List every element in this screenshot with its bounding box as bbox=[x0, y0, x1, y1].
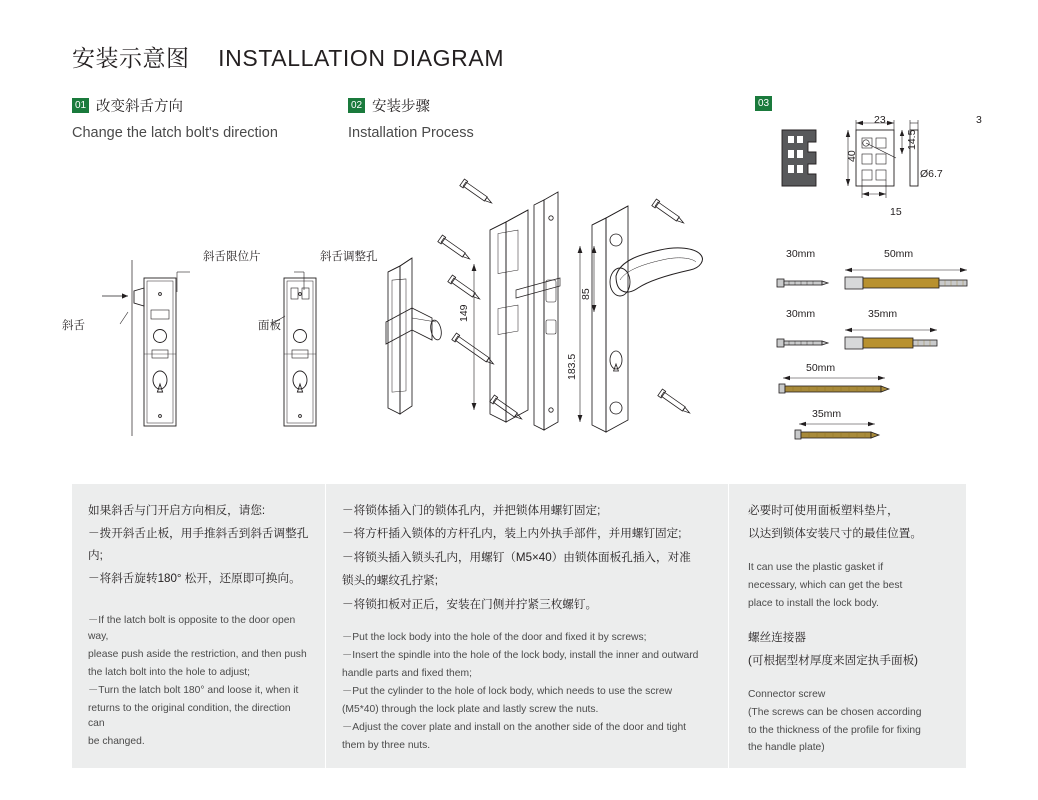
col2-en-3: －Put the cylinder to the hole of lock body, which needs to use the screw bbox=[342, 686, 673, 698]
screw-label-30mm-a: 30mm bbox=[786, 248, 816, 260]
label-latch-bolt: 斜舌 bbox=[62, 320, 85, 332]
instructions-column-3 bbox=[748, 500, 953, 758]
dim-14-5: 14.5 bbox=[906, 129, 918, 150]
screw-pair-1 bbox=[775, 262, 975, 298]
screw-label-30mm-b: 30mm bbox=[786, 308, 816, 320]
col1-cn-0: 如果斜舌与门开启方向相反，请您: bbox=[88, 504, 266, 517]
col2-cn-1: －将方杆插入锁体的方杆孔内，装上内外执手部件，并用螺钉固定; bbox=[342, 527, 682, 541]
col3-cn-1: 以达到锁体安装尺寸的最佳位置。 bbox=[748, 527, 922, 541]
col3-cn2-1: (可根据型材厚度来固定执手面板) bbox=[748, 654, 919, 668]
label-faceplate: 面板 bbox=[258, 320, 281, 332]
col1-en-1: please push aside the restriction, and then push bbox=[88, 648, 307, 660]
col2-en-1: －Insert the spindle into the hole of the lock body, install the inner and outward bbox=[342, 650, 699, 662]
section-badge-01: 01 bbox=[72, 98, 89, 113]
page-title-cn: 安装示意图 bbox=[72, 45, 190, 71]
col3-en2-1: (The screws can be chosen according bbox=[748, 706, 922, 718]
dim-40: 40 bbox=[846, 150, 858, 162]
dim-149: 149 bbox=[458, 304, 470, 322]
screw-label-50mm-c: 50mm bbox=[806, 362, 836, 374]
col1-en-4: returns to the original condition, the direction can bbox=[88, 702, 291, 730]
screw-pair-2 bbox=[775, 322, 975, 358]
section-badge-02: 02 bbox=[348, 98, 365, 113]
col3-en1-1: necessary, which can get the best bbox=[748, 579, 903, 591]
section-header-02 bbox=[348, 95, 474, 141]
col3-en1-0: It can use the plastic gasket if bbox=[748, 561, 884, 573]
col2-en-6: them by three nuts. bbox=[342, 739, 431, 751]
section-title-en-01: Change the latch bolt's direction bbox=[72, 125, 278, 141]
col3-en2-2: to the thickness of the profile for fixing bbox=[748, 724, 921, 736]
dim-15: 15 bbox=[890, 206, 902, 218]
dim-183-5: 183.5 bbox=[566, 353, 578, 380]
col2-en-2: handle parts and fixed them; bbox=[342, 668, 472, 680]
instructions-column-1 bbox=[88, 500, 310, 752]
label-latch-adjust-hole: 斜舌调整孔 bbox=[320, 251, 378, 263]
col1-cn-1: －拨开斜舌止板，用手推斜舌到斜舌调整孔内; bbox=[88, 527, 309, 562]
col1-en-5: be changed. bbox=[88, 736, 145, 748]
instructions-column-2 bbox=[342, 500, 720, 756]
section-title-cn-02: 安装步骤 bbox=[372, 99, 430, 115]
col3-en1-2: place to install the lock body. bbox=[748, 597, 879, 609]
diagram-latch-direction bbox=[72, 250, 347, 440]
col2-en-4: (M5*40) through the lock plate and lastly screw the nuts. bbox=[342, 704, 599, 715]
col2-cn-3: 锁头的螺纹孔拧紧; bbox=[342, 574, 438, 588]
dim-3: 3 bbox=[976, 114, 982, 126]
screw-label-50mm-a: 50mm bbox=[884, 248, 914, 260]
col2-cn-2: －将锁头插入锁头孔内，用螺钉（M5×40）由锁体面板孔插入，对准 bbox=[342, 550, 691, 564]
page-title bbox=[72, 40, 504, 73]
diagram-installation-process bbox=[348, 160, 748, 470]
screw-single-1 bbox=[775, 372, 975, 404]
page-title-en: INSTALLATION DIAGRAM bbox=[218, 45, 505, 71]
section-header-01 bbox=[72, 95, 278, 141]
col1-en-3: －Turn the latch bolt 180° and loose it, when it bbox=[88, 684, 299, 696]
col2-en-0: －Put the lock body into the hole of the door and fixed it by screws; bbox=[342, 632, 647, 644]
col3-cn2-0: 螺丝连接器 bbox=[748, 630, 806, 644]
col3-en2-0: Connector screw bbox=[748, 688, 826, 700]
screw-single-2 bbox=[775, 418, 975, 450]
panel-divider-2 bbox=[728, 484, 729, 768]
col2-cn-0: －将锁体插入门的锁体孔内，并把锁体用螺钉固定; bbox=[342, 504, 601, 517]
col3-en2-3: the handle plate) bbox=[748, 742, 825, 754]
section-title-en-02: Installation Process bbox=[348, 125, 474, 141]
col3-cn-0: 必要时可使用面板塑料垫片， bbox=[748, 504, 899, 517]
section-title-cn-01: 改变斜舌方向 bbox=[96, 99, 183, 115]
panel-divider-1 bbox=[325, 484, 326, 768]
screw-label-35mm-d: 35mm bbox=[812, 408, 842, 420]
col2-en-5: －Adjust the cover plate and install on the another side of the door and tight bbox=[342, 721, 687, 733]
diagram-gasket-dimensions bbox=[770, 118, 985, 228]
col1-en-2: the latch bolt into the hole to adjust; bbox=[88, 666, 251, 678]
col2-cn-4: －将锁扣板对正后，安装在门侧并拧紧三枚螺钉。 bbox=[342, 597, 598, 611]
section-header-03 bbox=[755, 95, 779, 113]
col1-en-0: －If the latch bolt is opposite to the door open way, bbox=[88, 614, 296, 642]
section-badge-03: 03 bbox=[755, 96, 772, 111]
dim-23: 23 bbox=[874, 114, 886, 126]
screw-label-35mm-b: 35mm bbox=[868, 308, 898, 320]
dim-diameter-6-7: Ø6.7 bbox=[920, 168, 943, 180]
dim-85: 85 bbox=[580, 288, 592, 300]
col1-cn-2: －将斜舌旋转180° 松开，还原即可换向。 bbox=[88, 572, 301, 586]
label-latch-limit-plate: 斜舌限位片 bbox=[203, 251, 261, 263]
